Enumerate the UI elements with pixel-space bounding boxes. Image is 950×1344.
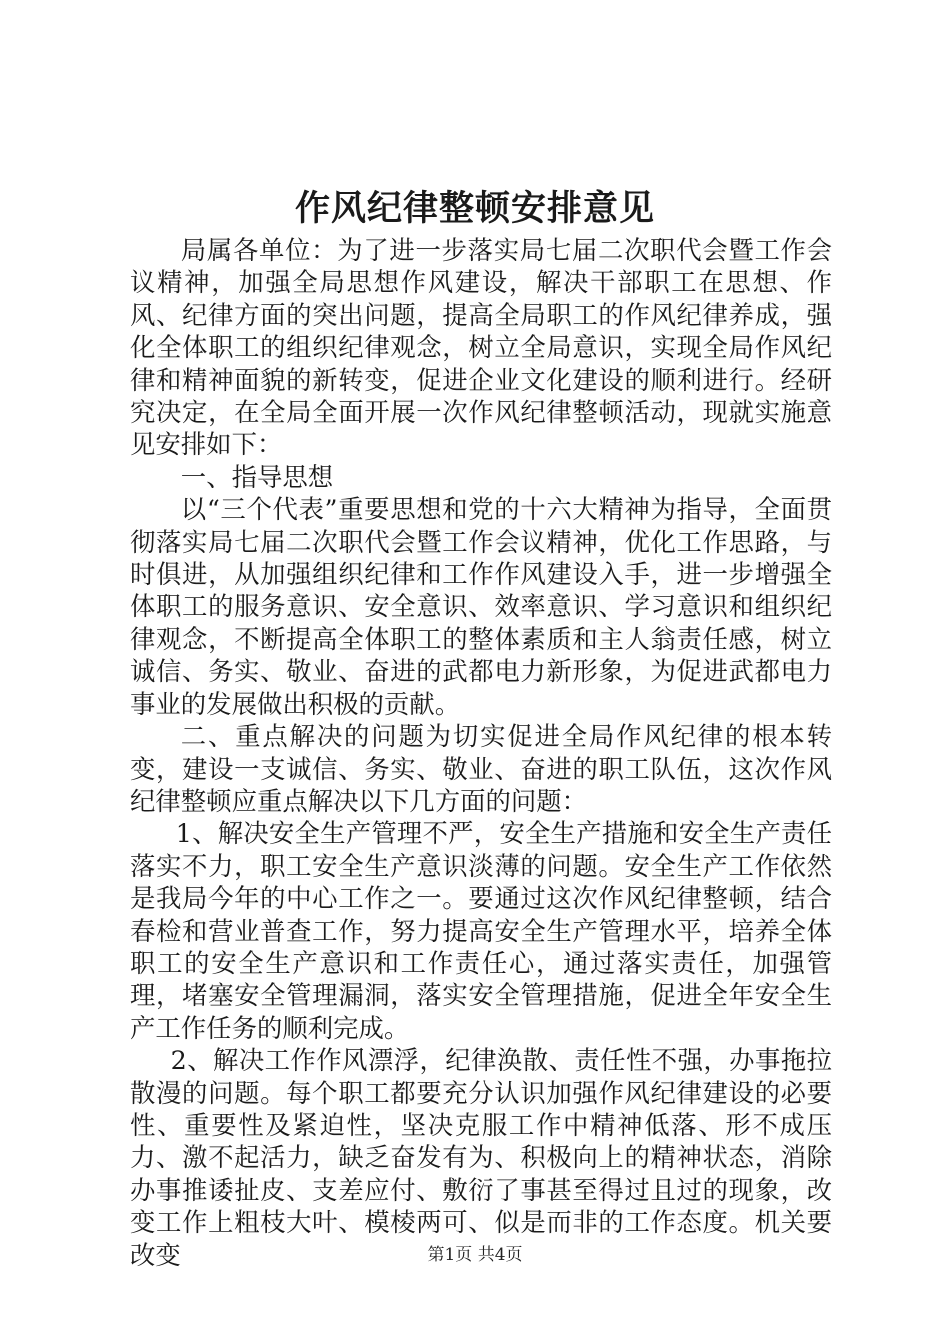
page-number-footer: 第1页 共4页 — [427, 1245, 523, 1265]
paragraph-guiding-thought: 以“三个代表”重要思想和党的十六大精神为指导，全面贯彻落实局七届二次职代会暨工作会议精神，优化工作思路，与时俱进，从加强组织纪律和工作作风建设入手，进一步增强全体职工的服务意识、安全意识、效率意识、学习意识和组织纪律观念，不断提高全体职工的整体素质和主人翁责任感，树立诚信、务实、敬业、奋进的武都电力新形象，为促进武都电力事业的发展做出积极的贡献。 — [130, 494, 832, 719]
document-title: 作风纪律整顿安排意见 — [294, 188, 655, 229]
paragraph-intro: 局属各单位：为了进一步落实局七届二次职代会暨工作会议精神，加强全局思想作风建设，解决干部职工在思想、作风、纪律方面的突出问题，提高全局职工的作风纪律养成，强化全体职工的组织纪律观念，树立全局意识，实现全局作风纪律和精神面貌的新转变，促进企业文化建设的顺利进行。经研究决定，在全局全面开展一次作风纪律整顿活动，现就实施意见安排如下： — [130, 235, 832, 460]
section-heading-guiding-thought: 一、指导思想 — [180, 461, 334, 492]
paragraph-item-2: 2、解决工作作风漂浮，纪律涣散、责任性不强，办事拖拉散漫的问题。每个职工都要充分认识加强作风纪律建设的必要性、重要性及紧迫性，坚决克服工作中精神低落、形不成压力、激不起活力，缺乏奋发有为、积极向上的精神状态，消除办事推诿扯皮、支差应付、敷衍了事甚至得过且过的现象，改变工作上粗枝大叶、模棱两可、似是而非的工作态度。机关要改变 — [130, 1045, 832, 1270]
section-heading-key-problems: 二、重点解决的问题为切实促进全局作风纪律的根本转变，建设一支诚信、务实、敬业、奋进的职工队伍，这次作风纪律整顿应重点解决以下几方面的问题： — [130, 721, 832, 816]
paragraph-item-1: 1、解决安全生产管理不严，安全生产措施和安全生产责任落实不力，职工安全生产意识淡薄的问题。安全生产工作依然是我局今年的中心工作之一。要通过这次作风纪律整顿，结合春检和营业普查工作，努力提高安全生产管理水平，培养全体职工的安全生产意识和工作责任心，通过落实责任，加强管理，堵塞安全管理漏洞，落实安全管理措施，促进全年安全生产工作任务的顺利完成。 — [130, 818, 832, 1043]
document-body — [130, 234, 832, 1271]
